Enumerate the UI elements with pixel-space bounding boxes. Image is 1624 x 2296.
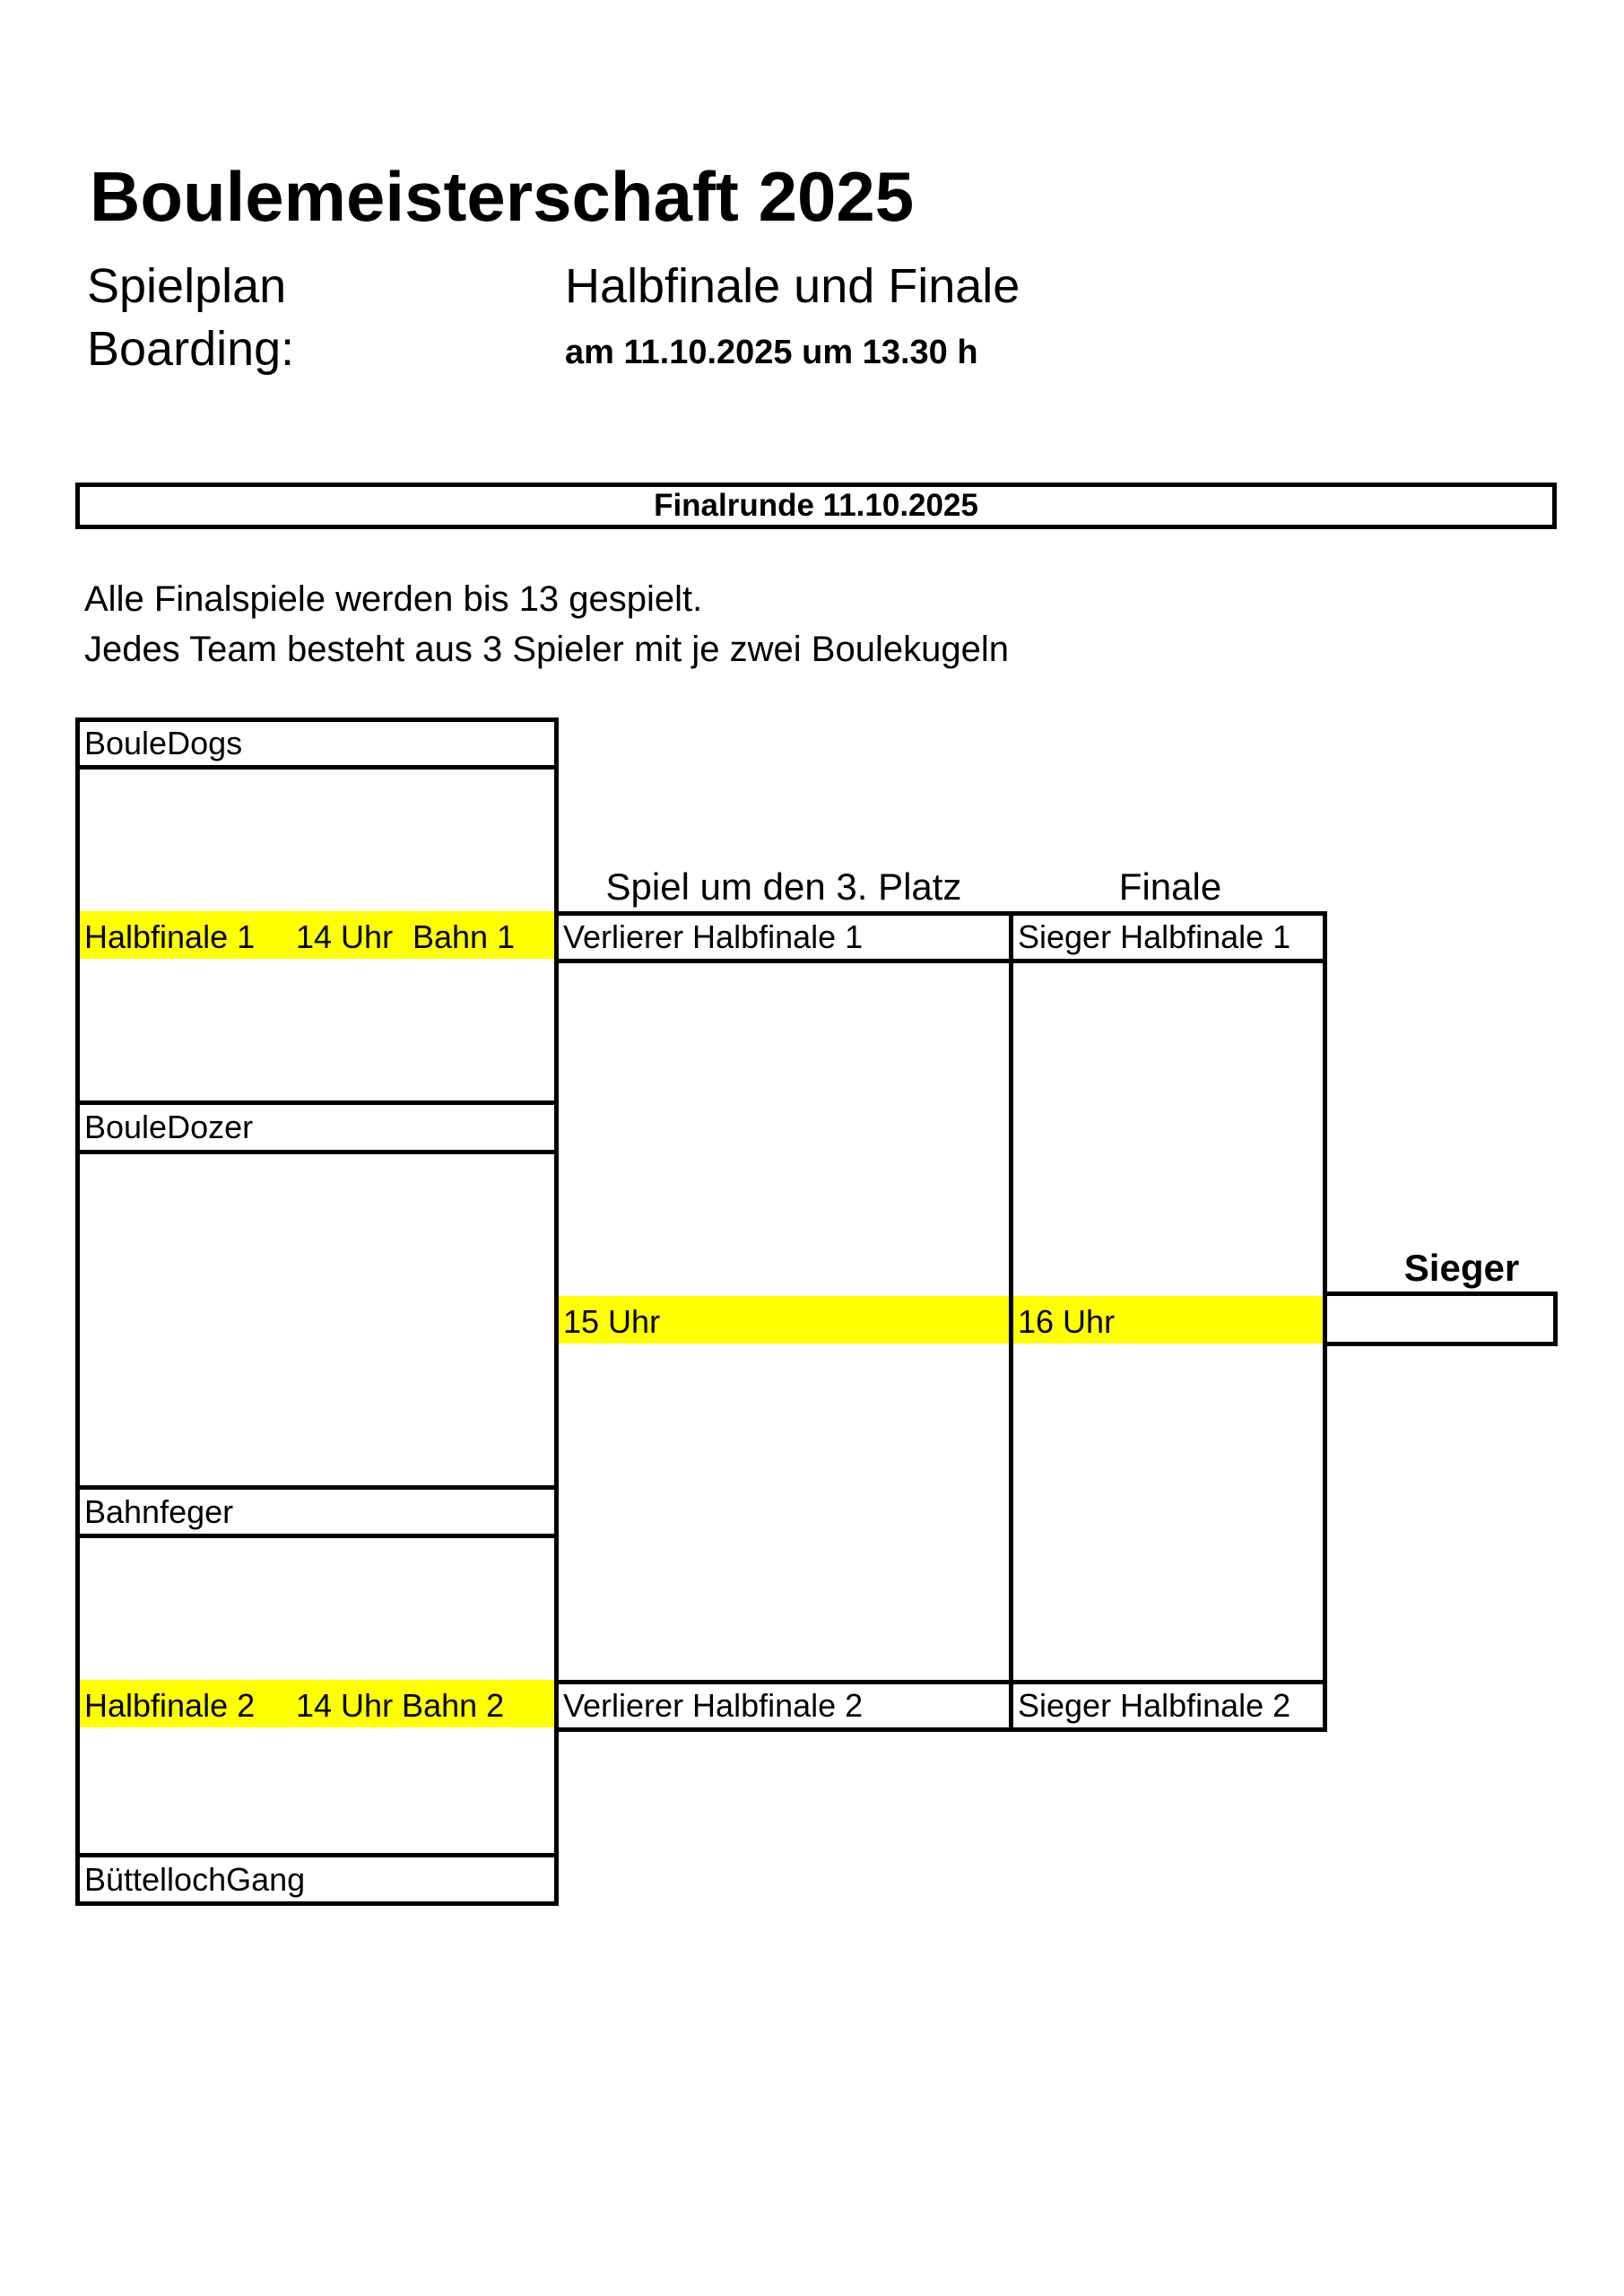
team-bouledogs: BouleDogs — [84, 725, 243, 761]
winner-box-bottom — [1323, 1342, 1558, 1346]
lower-match-bottom-line — [554, 1727, 1327, 1732]
third-place-time: 15 Uhr — [563, 1303, 661, 1340]
rules-note-1: Alle Finalspiele werden bis 13 gespielt. — [84, 579, 703, 619]
semifinal-2-time: 14 Uhr Bahn 2 — [296, 1687, 505, 1724]
semifinal-2-label: Halbfinale 2 — [84, 1687, 256, 1724]
team-3-bottom-line — [75, 1534, 559, 1538]
semifinal-left-border — [75, 718, 80, 1906]
final-round-banner: Finalrunde 11.10.2025 — [75, 483, 1557, 529]
third-place-right-border — [1009, 911, 1013, 1732]
page-title: Boulemeisterschaft 2025 — [90, 157, 915, 236]
plan-label: Spielplan — [87, 259, 287, 313]
winner-label: Sieger — [1403, 1247, 1520, 1289]
final-right-border — [1323, 911, 1327, 1732]
third-place-top-entry: Verlierer Halbfinale 1 — [563, 918, 864, 955]
boarding-label: Boarding: — [87, 322, 295, 376]
final-header: Finale — [1118, 865, 1222, 908]
team-bouledozer: BouleDozer — [84, 1109, 254, 1145]
final-time: 16 Uhr — [1018, 1303, 1116, 1340]
upper-match-bottom-line — [554, 959, 1327, 963]
boarding-value: am 11.10.2025 um 13.30 h — [565, 334, 978, 371]
third-place-header: Spiel um den 3. Platz — [605, 865, 962, 908]
team-buettellochgang: BüttellochGang — [84, 1860, 306, 1898]
semifinal-1-lane: Bahn 1 — [413, 918, 516, 955]
team-2-bottom-line — [75, 1150, 559, 1154]
final-top-entry: Sieger Halbfinale 1 — [1018, 918, 1291, 955]
semifinal-1-time: 14 Uhr — [296, 918, 394, 955]
winner-box-top — [1323, 1292, 1558, 1296]
team-1-bottom-line — [75, 765, 559, 770]
semifinal-1-label: Halbfinale 1 — [84, 918, 256, 955]
team-bahnfeger: Bahnfeger — [84, 1492, 234, 1530]
plan-value: Halbfinale und Finale — [565, 259, 1020, 313]
team-4-bottom-line — [75, 1901, 559, 1906]
rules-note-2: Jedes Team besteht aus 3 Spieler mit je zwei Boulekugeln — [84, 630, 1009, 669]
winner-box-right — [1553, 1292, 1558, 1346]
third-place-bottom-entry: Verlierer Halbfinale 2 — [563, 1687, 864, 1724]
final-bottom-entry: Sieger Halbfinale 2 — [1018, 1687, 1291, 1724]
